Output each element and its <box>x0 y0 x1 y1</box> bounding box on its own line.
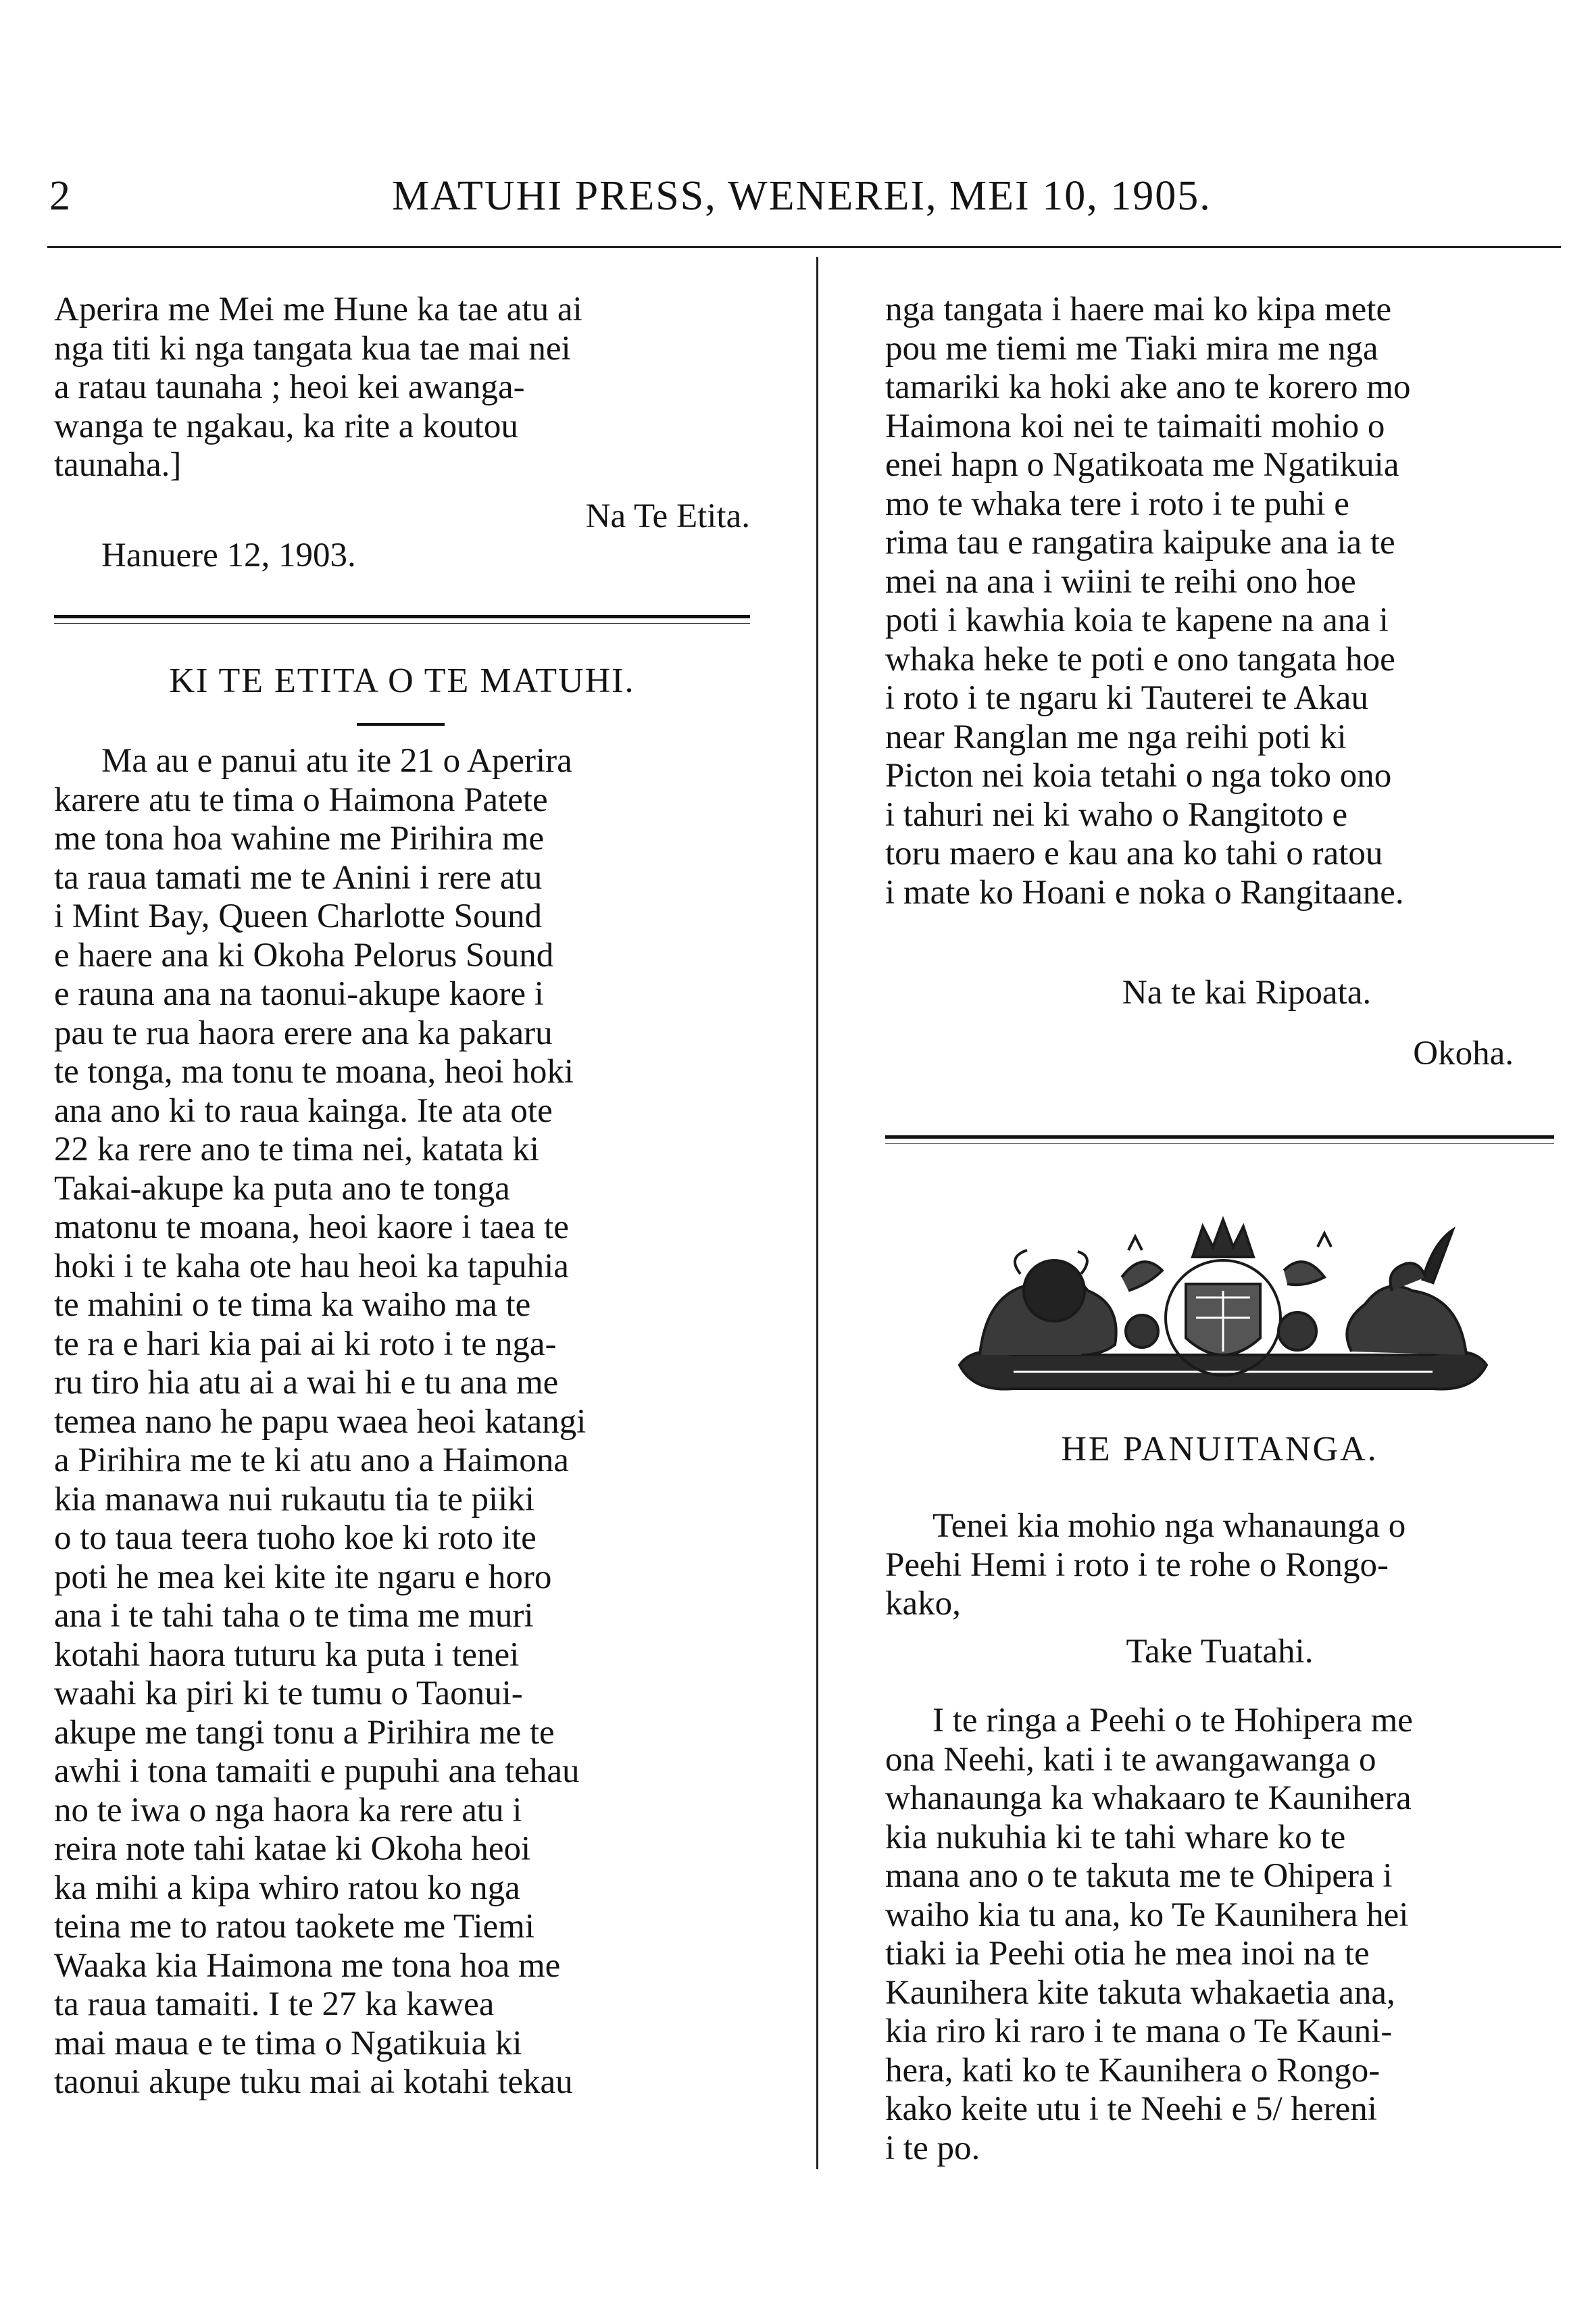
text-line: e haere ana ki Okoha Pelorus Sound <box>54 936 554 974</box>
text-line: i roto i te ngaru ki Tauterei te Akau <box>885 679 1368 717</box>
letter-heading: KI TE ETITA O TE MATUHI. <box>169 662 635 700</box>
text-line: i tahuri nei ki waho o Rangitoto e <box>885 795 1348 834</box>
text-line: Aperira me Mei me Hune ka tae atu ai <box>54 291 582 328</box>
text-line: Waaka kia Haimona me tona hoa me <box>54 1946 561 1985</box>
text-line: matonu te moana, heoi kaore i taea te <box>54 1208 569 1246</box>
notice-subheading: Take Tuatahi. <box>1126 1633 1314 1671</box>
text-line: i te po. <box>885 2129 980 2167</box>
section-rule-thin <box>54 623 750 624</box>
letter-paragraph <box>54 742 750 2102</box>
text-line: near Ranglan me nga reihi poti ki <box>885 718 1347 756</box>
text-line: te tonga, ma tonu te moana, heoi hoki <box>54 1053 574 1091</box>
text-line: karere atu te tima o Haimona Patete <box>54 781 548 819</box>
text-line: kotahi haora tuturu ka puta i tenei <box>54 1635 520 1674</box>
text-line: kia riro ki raro i te mana o Te Kauni- <box>885 2012 1393 2050</box>
text-line: pou me tiemi me Tiaki mira me nga <box>885 329 1378 368</box>
text-line: toru maero e kau ana ko tahi o ratou <box>885 835 1383 872</box>
notice-intro <box>885 1507 1554 1624</box>
text-line: hoki i te kaha ote hau heoi ka tapuhia <box>54 1247 569 1285</box>
text-line: Tenei kia mohio nga whanaunga o <box>932 1507 1406 1545</box>
text-line: kia nukuhia ki te tahi whare ko te <box>885 1818 1346 1856</box>
text-line: e rauna ana na taonui-akupe kaore i <box>54 975 544 1013</box>
text-line: ana i te tahi taha o te tima me muri <box>54 1597 534 1635</box>
text-line: mai maua e te tima o Ngatikuia ki <box>54 2024 522 2062</box>
text-line: whanaunga ka whakaaro te Kaunihera <box>885 1779 1412 1817</box>
text-line: nga tangata i haere mai ko kipa mete <box>885 291 1392 328</box>
editor-signature: Na Te Etita. <box>585 497 750 535</box>
text-line: poti i kawhia koia te kapene na ana i <box>885 601 1389 639</box>
text-line: tiaki ia Peehi otia he mea inoi na te <box>885 1935 1370 1973</box>
notice-body <box>885 1702 1554 2168</box>
text-line: mei na ana i wiini te reihi ono hoe <box>885 562 1356 601</box>
text-line: te mahini o te tima ka waiho ma te <box>54 1286 531 1324</box>
text-line: i Mint Bay, Queen Charlotte Sound <box>54 897 542 935</box>
text-line: Takai-akupe ka puta ano te tonga <box>54 1169 510 1208</box>
text-line: nga titi ki nga tangata kua tae mai nei <box>54 329 571 368</box>
text-line: whaka heke te poti e ono tangata hoe <box>885 640 1395 678</box>
text-line: kako keite utu i te Neehi e 5/ hereni <box>885 2090 1377 2128</box>
text-line: Kaunihera kite takuta whakaetia ana, <box>885 1973 1395 2012</box>
text-line: ona Neehi, kati i te awangawanga o <box>885 1740 1376 1779</box>
intro-paragraph <box>54 291 750 485</box>
text-line: taunaha.] <box>54 446 182 484</box>
text-line: o to taua teera tuoho koe ki roto ite <box>54 1519 537 1557</box>
text-line: a ratau taunaha ; heoi kei awanga- <box>54 368 525 406</box>
text-line: ru tiro hia atu ai a wai hi e tu ana me <box>54 1364 559 1402</box>
header-rule <box>47 246 1561 248</box>
text-line: mana ano o te takuta me te Ohipera i <box>885 1857 1393 1895</box>
text-line: tamariki ka hoki ake ano te korero mo <box>885 368 1411 406</box>
section-rule-thin <box>885 1143 1554 1144</box>
page-number: 2 <box>49 173 70 219</box>
text-line: teina me to ratou taokete me Tiemi <box>54 1908 535 1946</box>
text-line: I te ringa a Peehi o te Hohipera me <box>932 1702 1413 1739</box>
intro-date: Hanuere 12, 1903. <box>101 537 356 574</box>
text-line: rima tau e rangatira kaipuke ana ia te <box>885 524 1395 562</box>
text-line: Haimona koi nei te taimaiti mohio o <box>885 407 1385 445</box>
text-line: Ma au e panui atu ite 21 o Aperira <box>101 742 572 780</box>
text-line: ka mihi a kipa whiro ratou ko nga <box>54 1869 520 1907</box>
text-line: ta raua tamati me te Anini i rere atu <box>54 858 543 897</box>
text-line: poti he mea kei kite ite ngaru e horo <box>54 1558 552 1596</box>
text-line: temea nano he papu waea heoi katangi <box>54 1402 587 1441</box>
text-line: me tona hoa wahine me Pirihira me <box>54 820 545 858</box>
text-line: taonui akupe tuku mai ai kotahi tekau <box>54 2063 573 2101</box>
letter-continuation <box>885 291 1554 912</box>
text-line: pau te rua haora erere ana ka pakaru <box>54 1014 553 1052</box>
text-line: i mate ko Hoani e noka o Rangitaane. <box>885 873 1404 912</box>
text-line: waahi ka piri ki te tumu o Taonui- <box>54 1675 523 1712</box>
text-line: te ra e hari kia pai ai ki roto i te nga- <box>54 1325 557 1363</box>
letter-place: Okoha. <box>1413 1035 1514 1072</box>
text-line: ta raua tamaiti. I te 27 ka kawea <box>54 1985 495 2023</box>
masthead-title: MATUHI PRESS, WENEREI, MEI 10, 1905. <box>392 173 1212 219</box>
text-line: kako, <box>885 1585 961 1623</box>
text-line: enei hapn o Ngatikoata me Ngatikuia <box>885 446 1399 484</box>
text-line: a Pirihira me te ki atu ano a Haimona <box>54 1441 569 1479</box>
text-line: wanga te ngakau, ka rite a koutou <box>54 407 518 445</box>
text-line: akupe me tangi tonu a Pirihira me te <box>54 1713 555 1752</box>
text-line: awhi i tona tamaiti e pupuhi ana tehau <box>54 1752 580 1790</box>
text-line: waiho kia tu ana, ko Te Kaunihera hei <box>885 1896 1409 1934</box>
section-rule <box>54 615 750 618</box>
text-line: Picton nei koia tetahi o nga toko ono <box>885 757 1392 795</box>
reporter-signature: Na te kai Ripoata. <box>1122 974 1372 1012</box>
text-line: no te iwa o nga haora ka rere atu i <box>54 1791 522 1829</box>
coat-of-arms-icon <box>919 1210 1527 1426</box>
text-line: mo te whaka tere i roto i te puhi e <box>885 485 1349 523</box>
column-divider <box>816 257 818 2169</box>
text-line: Peehi Hemi i roto i te rohe o Rongo- <box>885 1546 1389 1584</box>
page-header <box>0 172 1592 226</box>
text-line: ana ano ki to raua kainga. Ite ata ote <box>54 1091 553 1130</box>
text-line: kia manawa nui rukautu tia te piiki <box>54 1480 534 1518</box>
text-line: reira note tahi katae ki Okoha heoi <box>54 1830 531 1868</box>
heading-dash <box>357 723 445 726</box>
text-line: hera, kati ko te Kaunihera o Rongo- <box>885 2051 1380 2090</box>
section-rule <box>885 1135 1554 1139</box>
notice-heading: HE PANUITANGA. <box>1061 1430 1378 1468</box>
text-line: 22 ka rere ano te tima nei, katata ki <box>54 1131 539 1168</box>
